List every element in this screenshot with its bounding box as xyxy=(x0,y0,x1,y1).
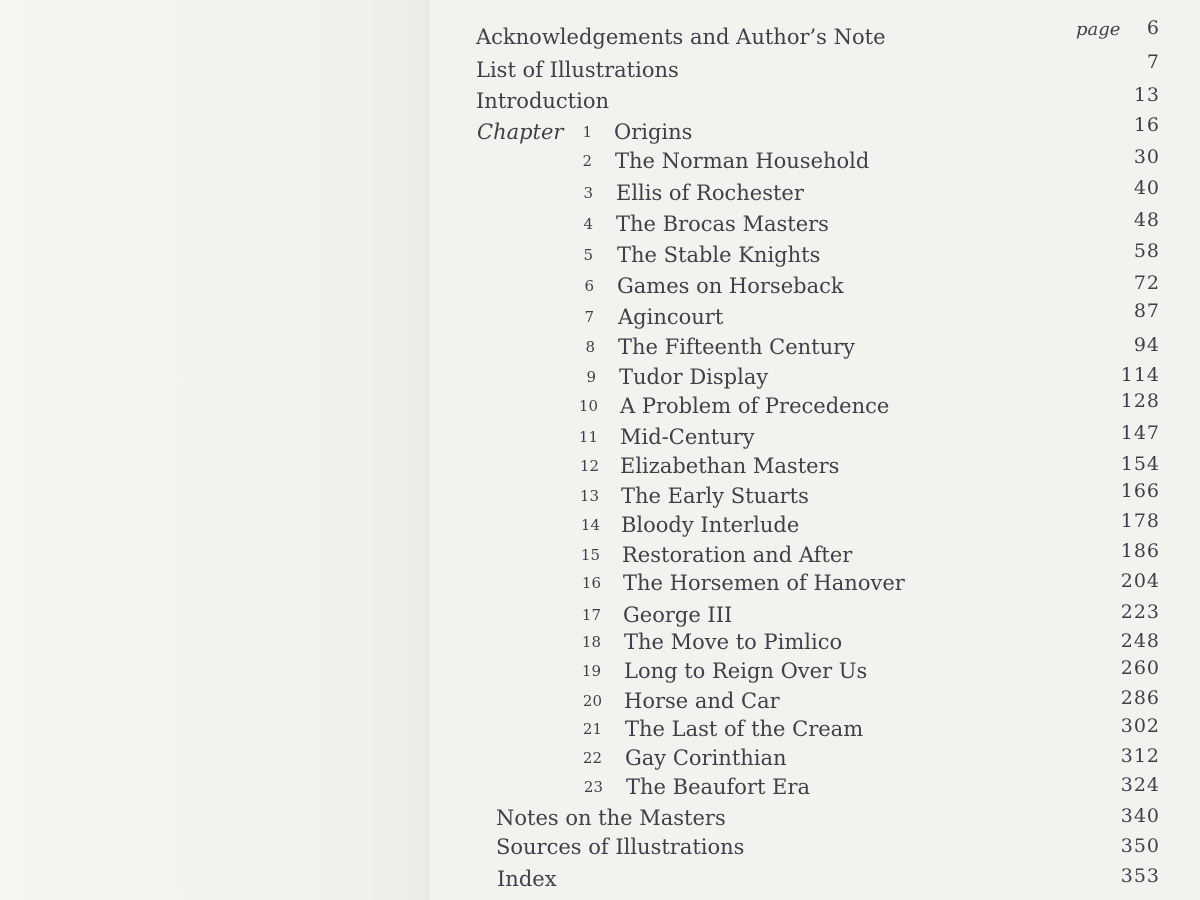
chapter-number: 3 xyxy=(583,184,593,202)
chapter-page: 16 xyxy=(1133,114,1160,136)
entry-title: Sources of Illustrations xyxy=(496,835,745,859)
chapter-title: Tudor Display xyxy=(619,365,769,389)
chapter-number: 22 xyxy=(582,749,602,767)
chapter-page: 166 xyxy=(1120,480,1160,502)
toc-chapter-row xyxy=(0,601,1200,629)
chapter-number: 10 xyxy=(578,397,598,415)
chapter-title: Gay Corinthian xyxy=(625,746,787,770)
toc-chapter-row xyxy=(0,114,1200,146)
chapter-title: The Brocas Masters xyxy=(616,212,829,236)
toc-chapter-row xyxy=(0,452,1200,480)
chapter-number: 6 xyxy=(584,277,594,295)
toc-chapter-row xyxy=(0,333,1200,361)
chapter-title: Games on Horseback xyxy=(617,274,844,298)
chapter-title: A Problem of Precedence xyxy=(620,394,890,418)
toc-chapter-row xyxy=(0,272,1200,300)
toc-chapter-row xyxy=(0,423,1200,451)
entry-title: List of Illustrations xyxy=(476,58,679,82)
chapter-number: 16 xyxy=(581,574,601,592)
chapter-page: 286 xyxy=(1120,687,1160,709)
chapter-title: The Norman Household xyxy=(615,149,870,173)
chapter-number: 23 xyxy=(583,778,603,796)
chapter-page: 114 xyxy=(1120,364,1160,386)
toc-chapter-row xyxy=(0,179,1200,207)
chapter-number: 1 xyxy=(582,123,592,141)
chapter-number: 13 xyxy=(579,487,599,505)
chapter-page: 324 xyxy=(1120,774,1160,796)
chapter-page: 312 xyxy=(1120,745,1160,767)
chapter-label: Chapter xyxy=(477,120,564,144)
toc-entry-index xyxy=(0,865,1200,893)
entry-title: Acknowledgements and Author’s Note xyxy=(476,25,886,49)
chapter-page: 186 xyxy=(1120,540,1160,562)
entry-page: 6 xyxy=(1146,17,1160,39)
chapter-page: 302 xyxy=(1120,715,1160,737)
toc-chapter-row xyxy=(0,210,1200,238)
toc-chapter-row xyxy=(0,300,1200,331)
chapter-number: 14 xyxy=(580,516,600,534)
chapter-page: 58 xyxy=(1133,240,1160,262)
chapter-number: 4 xyxy=(583,215,593,233)
chapter-number: 20 xyxy=(582,692,602,710)
chapter-page: 154 xyxy=(1120,453,1160,475)
chapter-title: The Stable Knights xyxy=(617,243,821,267)
chapter-title: Mid-Century xyxy=(620,425,755,449)
chapter-page: 48 xyxy=(1133,209,1160,231)
chapter-title: Long to Reign Over Us xyxy=(624,659,868,683)
toc-entry-introduction xyxy=(0,84,1200,115)
toc-chapter-row xyxy=(0,482,1200,510)
entry-page: 7 xyxy=(1146,51,1160,73)
toc-chapter-row xyxy=(0,541,1200,569)
toc-entry-list-of-illustrations xyxy=(0,51,1200,84)
chapter-number: 8 xyxy=(585,338,595,356)
entry-title: Notes on the Masters xyxy=(496,806,726,830)
chapter-page: 30 xyxy=(1133,146,1160,168)
toc-entry-acknowledgements xyxy=(0,17,1200,51)
toc-chapter-row xyxy=(0,392,1200,420)
chapter-title: Horse and Car xyxy=(624,689,780,713)
chapter-title: The Horsemen of Hanover xyxy=(623,571,905,595)
toc-chapter-row xyxy=(0,628,1200,656)
chapter-title: Restoration and After xyxy=(622,543,853,567)
page-column-label: page xyxy=(1076,19,1121,40)
toc-chapter-row xyxy=(0,569,1200,597)
entry-page: 350 xyxy=(1120,835,1160,857)
entry-title: Index xyxy=(497,867,557,891)
chapter-title: Ellis of Rochester xyxy=(616,181,804,205)
chapter-title: Bloody Interlude xyxy=(621,513,800,537)
chapter-title: The Fifteenth Century xyxy=(618,335,856,359)
chapter-title: The Beaufort Era xyxy=(626,775,810,799)
toc-entry-notes-on-the-masters xyxy=(0,804,1200,832)
chapter-page: 178 xyxy=(1120,510,1160,532)
entry-page: 353 xyxy=(1120,865,1160,887)
toc-chapter-row xyxy=(0,511,1200,539)
chapter-number: 19 xyxy=(581,662,601,680)
toc-chapter-row xyxy=(0,241,1200,269)
entry-page: 13 xyxy=(1133,84,1160,106)
chapter-number: 12 xyxy=(579,457,599,475)
chapter-number: 18 xyxy=(581,633,601,651)
chapter-title: George III xyxy=(623,603,733,627)
toc-chapter-row xyxy=(0,773,1200,801)
toc-chapter-row xyxy=(0,744,1200,772)
chapter-page: 40 xyxy=(1133,177,1160,199)
toc-chapter-row xyxy=(0,715,1200,743)
chapter-number: 2 xyxy=(582,152,592,170)
chapter-page: 87 xyxy=(1133,300,1160,322)
chapter-page: 147 xyxy=(1120,422,1160,444)
toc-entry-sources-of-illustrations xyxy=(0,833,1200,861)
chapter-page: 248 xyxy=(1120,630,1160,652)
chapter-title: The Last of the Cream xyxy=(625,717,864,741)
chapter-page: 94 xyxy=(1133,334,1160,356)
entry-page: 340 xyxy=(1120,805,1160,827)
chapter-number: 17 xyxy=(581,606,601,624)
chapter-page: 128 xyxy=(1120,390,1160,412)
chapter-page: 260 xyxy=(1120,657,1160,679)
chapter-title: Origins xyxy=(614,120,693,144)
toc-chapter-row xyxy=(0,147,1200,175)
toc-chapter-row xyxy=(0,657,1200,685)
chapter-number: 9 xyxy=(586,368,596,386)
chapter-title: The Early Stuarts xyxy=(621,484,809,508)
toc-chapter-row xyxy=(0,363,1200,391)
chapter-number: 11 xyxy=(578,428,598,446)
chapter-number: 7 xyxy=(584,308,594,326)
chapter-page: 72 xyxy=(1133,272,1160,294)
entry-title: Introduction xyxy=(476,89,609,113)
chapter-number: 5 xyxy=(583,246,593,264)
chapter-page: 204 xyxy=(1120,570,1160,592)
chapter-title: Elizabethan Masters xyxy=(620,454,840,478)
chapter-title: Agincourt xyxy=(618,305,724,329)
chapter-page: 223 xyxy=(1120,601,1160,623)
chapter-number: 15 xyxy=(580,546,600,564)
toc-chapter-row xyxy=(0,687,1200,715)
chapter-number: 21 xyxy=(582,720,602,738)
chapter-title: The Move to Pimlico xyxy=(624,630,843,654)
